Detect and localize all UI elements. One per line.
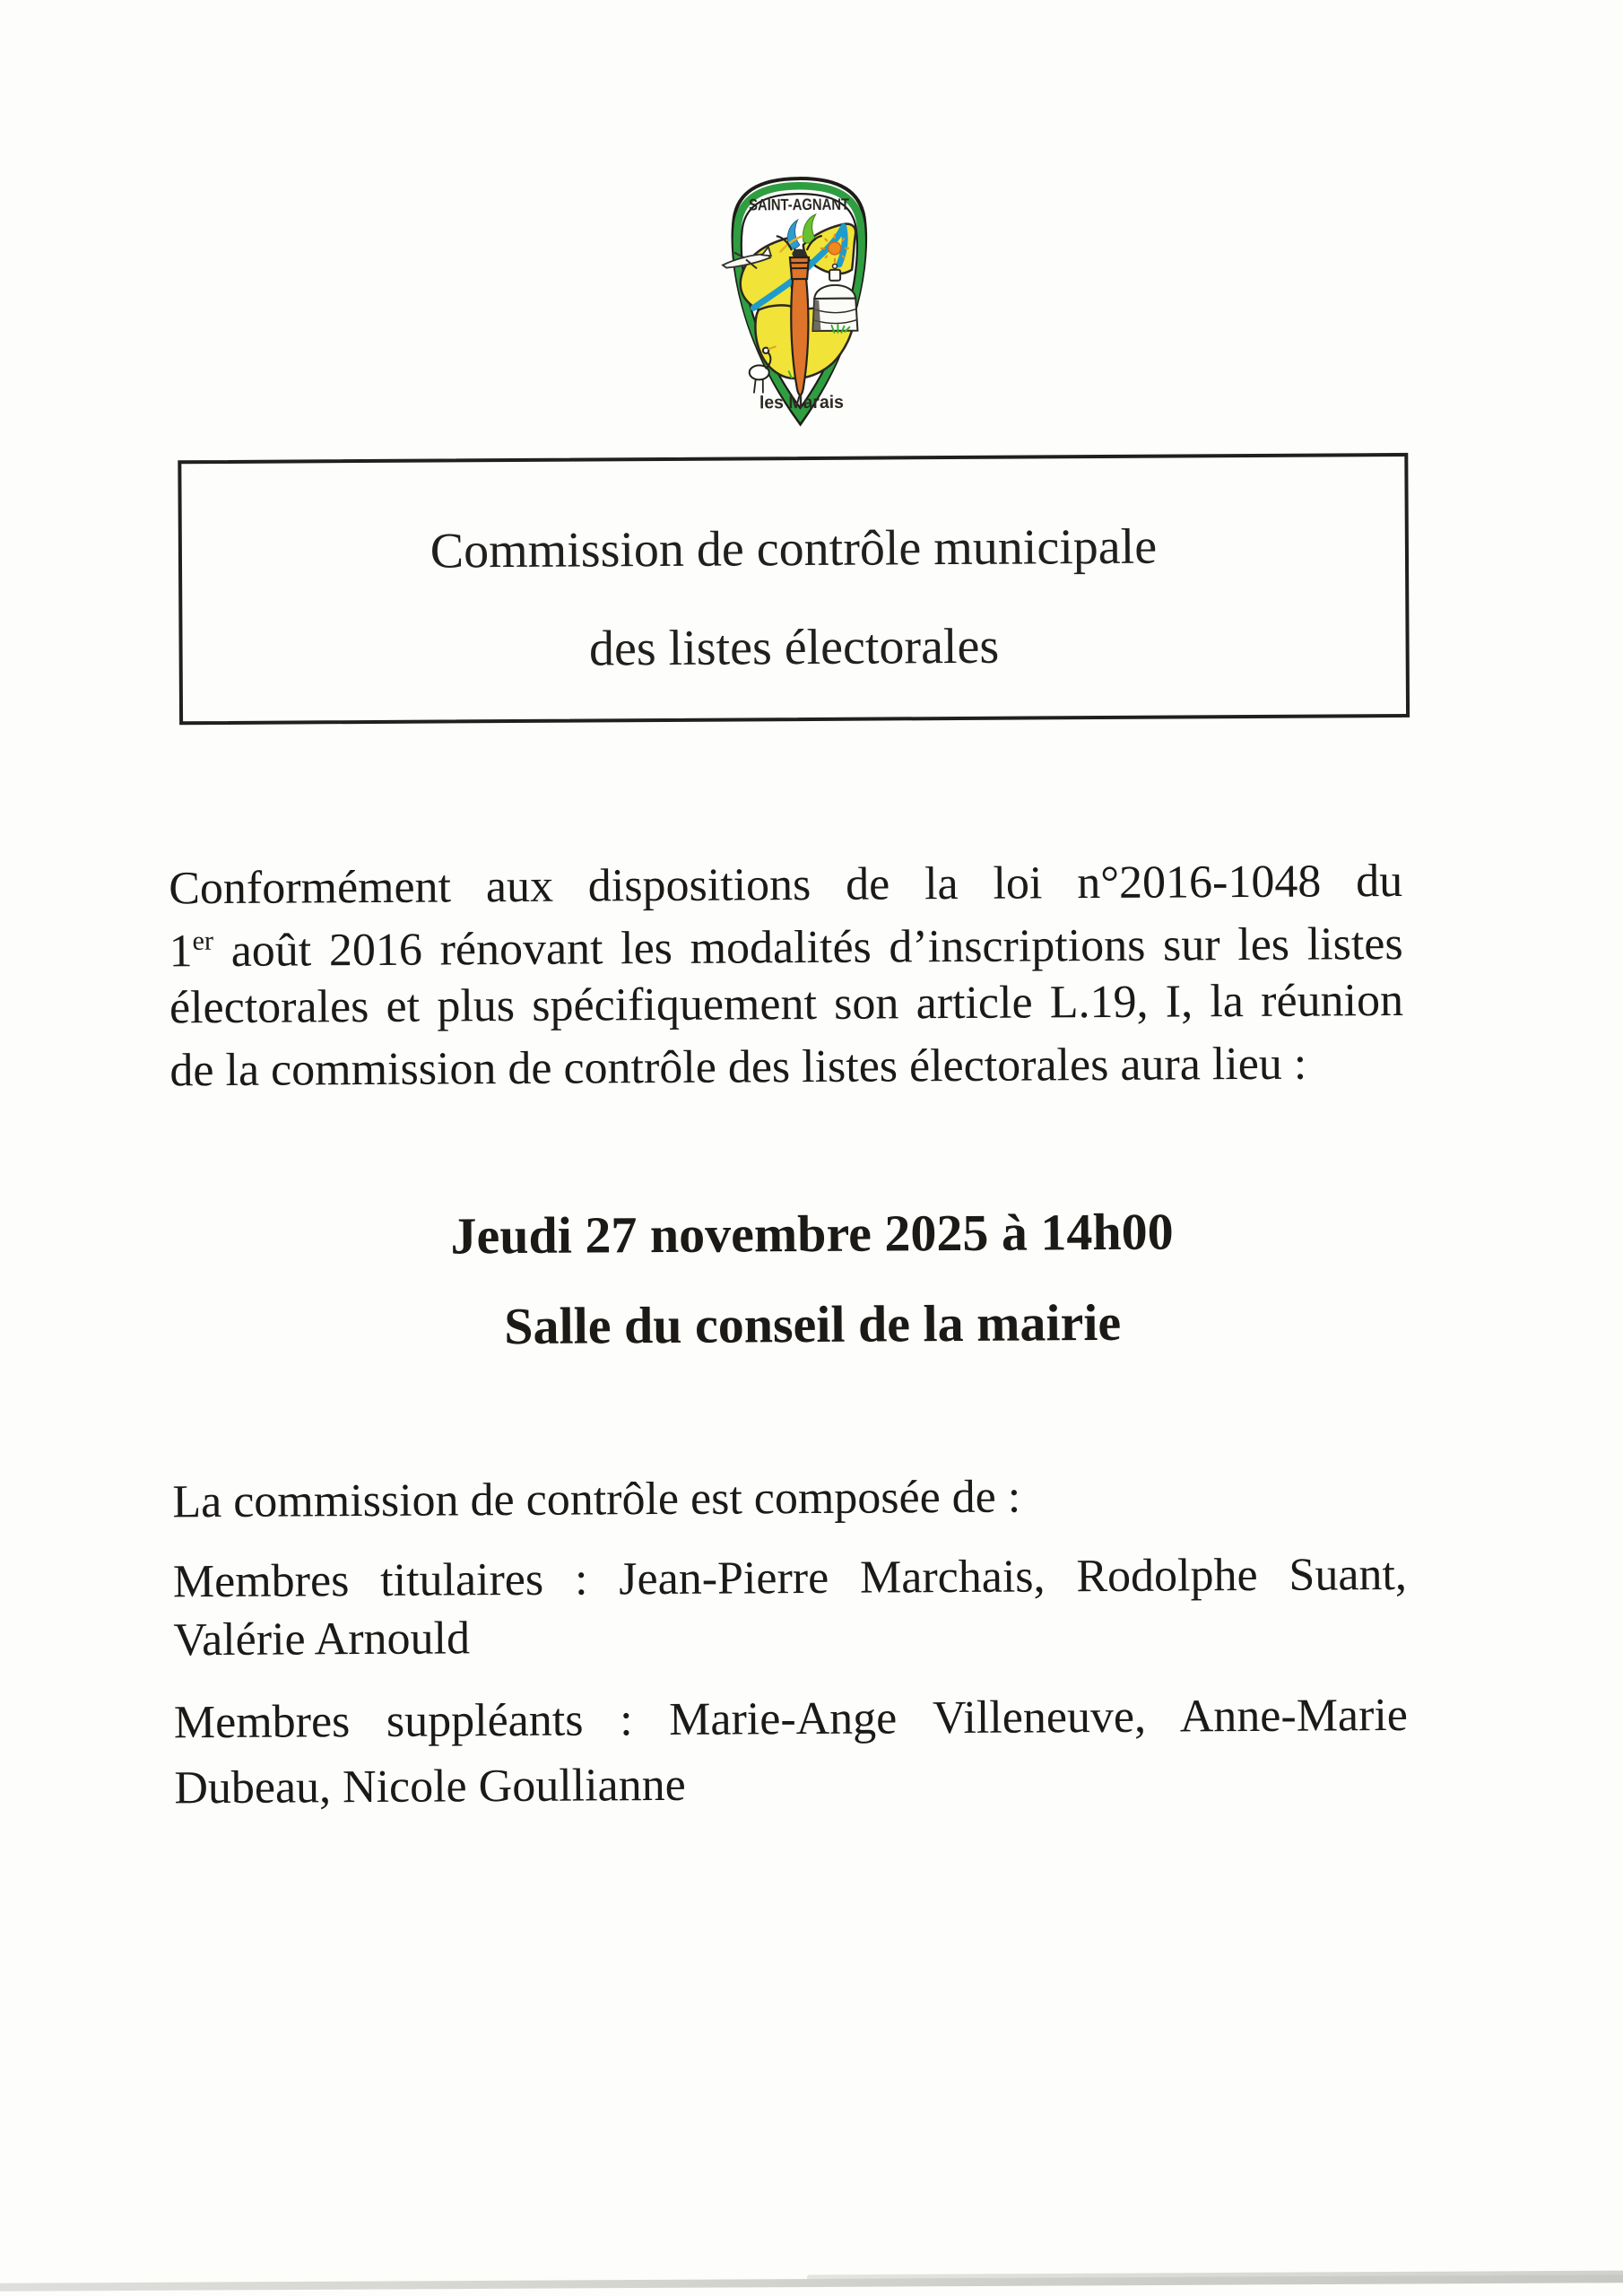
substitute-members-line-2: Dubeau, Nicole Goullianne [174, 1759, 686, 1814]
title-line-1: Commission de contrôle municipale [430, 518, 1158, 579]
titular-members-line-1: Membres titulaires : Jean-Pierre Marchais, Rodolphe Suant, [172, 1548, 1408, 1608]
crest-bottom-label: les Marais [759, 392, 846, 413]
crest-top-label: SAINT-AGNANT [749, 195, 872, 214]
titular-members-line-2: Valérie Arnould [173, 1613, 471, 1666]
intro-line-2-number: 1 [169, 926, 193, 978]
meeting-location: Salle du conseil de la mairie [504, 1292, 1122, 1356]
intro-line-4: de la commission de contrôle des listes électorales aura lieu : [169, 1038, 1307, 1097]
title-line-2: des listes électorales [588, 618, 1000, 677]
municipal-crest-logo [702, 172, 897, 429]
composition-heading: La commission de contrôle est composée de : [172, 1471, 1021, 1528]
intro-line-1: Conformément aux dispositions de la loi n°2016-1048 du [169, 855, 1403, 915]
substitute-members-line-1: Membres suppléants : Marie-Ange Villeneuve, Anne-Marie [173, 1689, 1409, 1749]
intro-line-2-rest: août 2016 rénovant les modalités d’inscriptions sur les listes [213, 918, 1403, 978]
intro-line-3: électorales et plus spécifiquement son article L.19, I, la réunion [169, 974, 1404, 1034]
meeting-datetime: Jeudi 27 novembre 2025 à 14h00 [450, 1202, 1174, 1265]
intro-line-2-superscript: er [192, 925, 214, 956]
title-box [178, 453, 1410, 725]
